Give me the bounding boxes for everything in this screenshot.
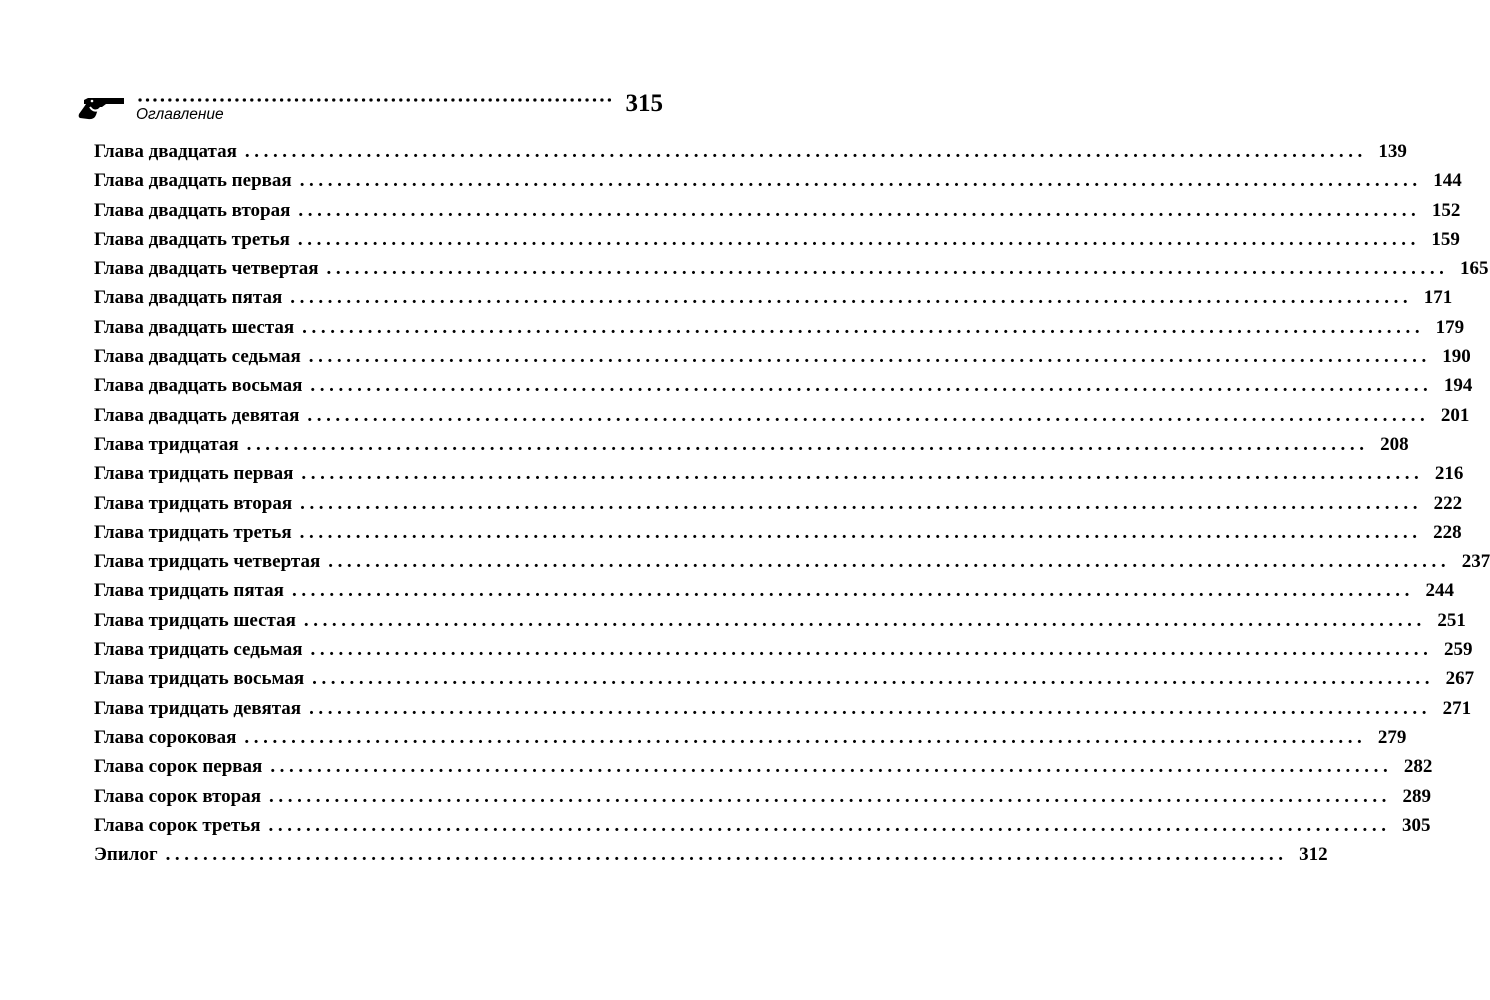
toc-entry (94, 225, 1460, 254)
toc-entry-page: 282 (1403, 756, 1433, 778)
dot-leader: ........................................................................................................................ (291, 580, 1414, 602)
toc-entry-title: Глава тридцатая (94, 433, 239, 455)
toc-entry-page: 165 (1460, 258, 1489, 280)
toc-entry-title: Глава двадцать восьмая (94, 375, 303, 397)
toc-entry (94, 371, 1473, 400)
toc-entry-page: 312 (1299, 844, 1328, 866)
toc-entry (94, 283, 1453, 312)
toc-entry-title: Глава тридцать третья (94, 521, 292, 543)
toc-entry-title: Глава сорок вторая (94, 785, 262, 807)
toc-entry-page: 171 (1423, 287, 1453, 309)
toc-entry-title: Глава сорок третья (94, 814, 261, 836)
dotted-rule (138, 98, 616, 102)
dot-leader: ........................................................................................................................ (303, 609, 1426, 631)
toc-entry (94, 664, 1475, 693)
toc-entry-page: 267 (1445, 668, 1475, 690)
toc-entry (94, 137, 1407, 166)
dot-leader: ........................................................................................................................ (309, 697, 1432, 719)
toc-entry (94, 547, 1490, 576)
toc-entry-page: 279 (1377, 726, 1407, 748)
toc-entry-title: Глава двадцать девятая (94, 404, 300, 426)
toc-entry-page: 289 (1402, 785, 1432, 807)
toc-entry-page: 228 (1433, 521, 1462, 543)
toc-entry (94, 401, 1470, 430)
dot-leader: ........................................................................................................................ (244, 141, 1367, 162)
toc-entry-title: Глава сороковая (94, 726, 237, 748)
running-header (78, 88, 663, 128)
toc-entry-title: Глава тридцать вторая (94, 492, 293, 514)
toc-entry (94, 723, 1407, 752)
toc-entry (94, 518, 1462, 547)
dot-leader: ........................................................................................................................ (326, 258, 1449, 280)
dot-leader: ........................................................................................................................ (268, 814, 1391, 836)
toc-entry-page: 144 (1433, 170, 1462, 192)
toc-entry-title: Глава тридцать шестая (94, 609, 296, 631)
toc-entry-page: 179 (1435, 316, 1465, 338)
dot-leader: ........................................................................................................................ (307, 404, 1430, 426)
toc-entry-page: 244 (1425, 580, 1454, 602)
toc-entry-page: 152 (1431, 199, 1461, 221)
toc-entry-title: Глава двадцать первая (94, 170, 292, 192)
toc-entry-title: Глава двадцать пятая (94, 287, 283, 309)
toc-entry-title: Глава тридцать первая (94, 463, 294, 485)
toc-entry-page: 190 (1442, 346, 1471, 368)
dot-leader: ........................................................................................................................ (290, 287, 1413, 309)
toc-entry-title: Глава тридцать восьмая (94, 668, 305, 690)
dot-leader: ........................................................................................................................ (310, 375, 1433, 397)
dot-leader: ........................................................................................................................ (246, 433, 1369, 455)
dot-leader: ........................................................................................................................ (269, 785, 1392, 807)
toc-entry (94, 430, 1409, 459)
toc-entry-title: Глава двадцать вторая (94, 199, 291, 221)
toc-entry-page: 305 (1402, 814, 1431, 836)
toc-entry (94, 694, 1472, 723)
toc-entry (94, 489, 1463, 518)
toc-entry-page: 194 (1443, 375, 1473, 397)
toc-entry (94, 196, 1461, 225)
toc-entry-title: Глава двадцать шестая (94, 316, 295, 338)
dot-leader: ........................................................................................................................ (165, 844, 1288, 866)
toc-entry-title: Глава тридцать седьмая (94, 639, 303, 661)
dot-leader: ........................................................................................................................ (308, 346, 1431, 368)
toc-entry (94, 811, 1431, 840)
toc-entry-title: Глава сорок первая (94, 756, 263, 778)
dot-leader: ........................................................................................................................ (310, 639, 1433, 661)
toc-entry-page: 222 (1433, 492, 1463, 514)
running-title: Оглавление (136, 106, 224, 123)
toc-entry-page: 208 (1380, 433, 1409, 455)
dot-leader: ........................................................................................................................ (312, 668, 1435, 690)
toc-entry (94, 166, 1462, 195)
dot-leader: ........................................................................................................................ (299, 170, 1422, 192)
dot-leader: ........................................................................................................................ (244, 726, 1367, 748)
page-number: 315 (625, 90, 663, 117)
dot-leader: ........................................................................................................................ (300, 492, 1423, 514)
toc-entry (94, 313, 1465, 342)
toc-entry (94, 576, 1454, 605)
dot-leader: ........................................................................................................................ (298, 199, 1421, 221)
revolver-icon (78, 95, 126, 121)
toc-entry (94, 254, 1489, 283)
toc-entry-title: Эпилог (94, 844, 158, 866)
dot-leader: ........................................................................................................................ (328, 551, 1451, 573)
toc-entry (94, 606, 1466, 635)
toc-entry-page: 139 (1378, 141, 1407, 162)
toc-entry-title: Глава тридцать четвертая (94, 551, 321, 573)
dot-leader: ........................................................................................................................ (299, 521, 1422, 543)
toc-entry (94, 635, 1473, 664)
table-of-contents (94, 137, 1490, 869)
toc-entry-title: Глава тридцать пятая (94, 580, 284, 602)
dot-leader: ........................................................................................................................ (302, 316, 1425, 338)
dot-leader: ........................................................................................................................ (301, 463, 1424, 485)
toc-entry (94, 752, 1433, 781)
toc-entry-page: 271 (1442, 697, 1472, 719)
toc-entry-page: 237 (1461, 551, 1490, 573)
toc-entry-page: 159 (1431, 228, 1460, 250)
toc-entry-title: Глава двадцать седьмая (94, 346, 301, 368)
toc-entry-title: Глава двадцать четвертая (94, 258, 319, 280)
toc-entry-page: 259 (1444, 639, 1473, 661)
toc-entry-page: 216 (1434, 463, 1464, 485)
toc-entry (94, 342, 1471, 371)
toc-entry (94, 459, 1464, 488)
toc-entry (94, 782, 1432, 811)
toc-entry (94, 840, 1328, 869)
toc-entry-title: Глава двадцать третья (94, 228, 290, 250)
toc-entry-page: 201 (1440, 404, 1470, 426)
toc-entry-page: 251 (1437, 609, 1466, 631)
toc-entry-title: Глава тридцать девятая (94, 697, 302, 719)
toc-entry-title: Глава двадцатая (94, 141, 237, 162)
dot-leader: ........................................................................................................................ (270, 756, 1393, 778)
dot-leader: ........................................................................................................................ (297, 228, 1420, 250)
